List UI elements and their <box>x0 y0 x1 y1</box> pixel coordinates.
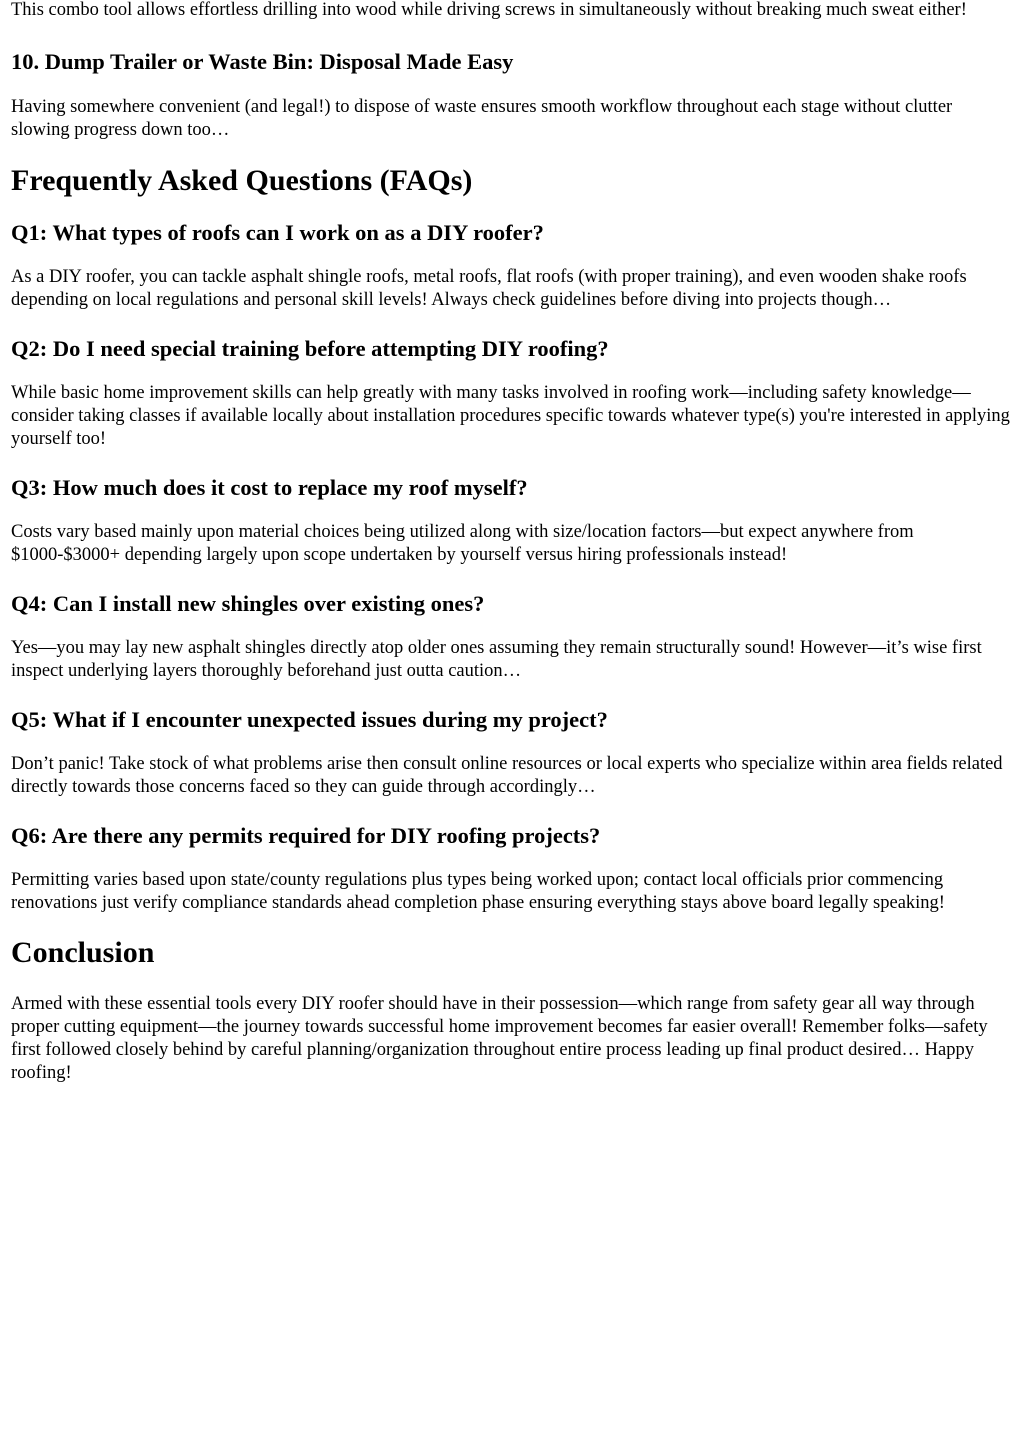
faq-answer: Costs vary based mainly upon material choices being utilized along with size/location factors—but expect anywhere from $1000-$3000+ depending largely upon scope undertaken by yourself versus hiring professionals instead! <box>11 522 914 565</box>
faq-item-q3 <box>11 474 1014 567</box>
section-10-paragraph: Having somewhere convenient (and legal!) to dispose of waste ensures smooth workflow throughout each stage without clutter slowing progress down too… <box>11 97 953 140</box>
faq-answer: Yes—you may lay new asphalt shingles directly atop older ones assuming they remain structurally sound! However—it’s wise first inspect underlying layers thoroughly beforehand just outta caution… <box>11 638 982 681</box>
faq-item-q5 <box>11 706 1014 799</box>
faq-heading: Frequently Asked Questions (FAQs) <box>11 164 473 197</box>
faq-question: Q1: What types of roofs can I work on as a DIY roofer? <box>11 220 544 245</box>
faq-item-q1 <box>11 219 1014 312</box>
faq-answer: As a DIY roofer, you can tackle asphalt shingle roofs, metal roofs, flat roofs (with proper training), and even wooden shake roofs depending on local regulations and personal skill levels! Always check guidelines before diving into projects though… <box>11 267 967 310</box>
faq-answer: Permitting varies based upon state/county regulations plus types being worked upon; contact local officials prior commencing renovations just verify compliance standards ahead completion phase ensuring everything stays above board legally speaking! <box>11 870 945 913</box>
faq-question: Q6: Are there any permits required for DIY roofing projects? <box>11 823 601 848</box>
faq-answer: Don’t panic! Take stock of what problems arise then consult online resources or local experts who specialize within area fields related directly towards those concerns faced so they can guide through accordingly… <box>11 754 1003 797</box>
conclusion-heading: Conclusion <box>11 936 155 969</box>
faq-item-q2 <box>11 335 1014 451</box>
faq-question: Q5: What if I encounter unexpected issues during my project? <box>11 707 608 732</box>
faq-question: Q2: Do I need special training before attempting DIY roofing? <box>11 336 609 361</box>
conclusion-paragraph: Armed with these essential tools every DIY roofer should have in their possession—which range from safety gear all way through proper cutting equipment—the journey towards successful home improvement becomes far easier overall! Remember folks—safety first followed closely behind by careful planning/organization throughout entire process leading up final product desired… Happy roofing! <box>11 994 988 1083</box>
section-10-heading: 10. Dump Trailer or Waste Bin: Disposal Made Easy <box>11 49 514 74</box>
faq-question: Q4: Can I install new shingles over existing ones? <box>11 591 485 616</box>
faq-item-q4 <box>11 590 1014 683</box>
faq-list <box>11 219 1014 915</box>
faq-answer: While basic home improvement skills can help greatly with many tasks involved in roofing work—including safety knowledge—consider taking classes if available locally about installation procedures specific towards whatever type(s) you're interested in applying yourself too! <box>11 383 1010 449</box>
faq-item-q6 <box>11 822 1014 915</box>
faq-question: Q3: How much does it cost to replace my roof myself? <box>11 475 528 500</box>
intro-paragraph: This combo tool allows effortless drilling into wood while driving screws in simultaneously without breaking much sweat either! <box>11 0 967 20</box>
